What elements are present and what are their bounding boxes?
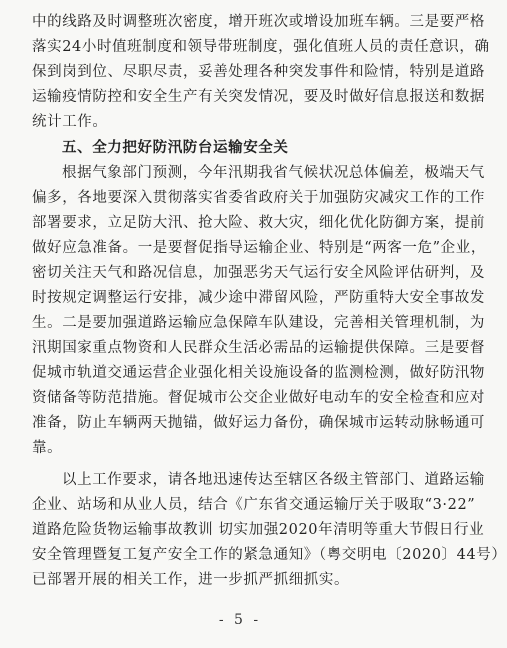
paragraph-spacer bbox=[32, 461, 448, 468]
text-line: 统计工作。 bbox=[32, 114, 108, 130]
text-line: 促城市轨道交通运营企业强化相关设施设备的监测检测，做好防汛物 bbox=[32, 365, 485, 381]
text-line: 根据气象部门预测，今年汛期我省气候状况总体偏差，极端天气 bbox=[62, 165, 485, 181]
text-line: 准备，防止车辆两天抛锚，做好运力备份，确保城市运转动脉畅通可 bbox=[32, 415, 485, 431]
text-line: 企业、站场和从业人员，结合《广东省交通运输厅关于吸取“3·22” bbox=[32, 497, 476, 513]
paragraph-flood-prevention bbox=[32, 161, 486, 461]
section-heading: 五、全力把好防汛防台运输安全关 bbox=[62, 140, 289, 156]
text-line: 安全管理暨复工复产安全工作的紧急通知》（粤交明电〔2020〕44号） bbox=[32, 547, 507, 563]
text-line: 运输疫情防控和安全生产有关突发情况，要及时做好信息报送和数据 bbox=[32, 89, 485, 105]
text-line: 偏多，各地要深入贯彻落实省委省政府关于加强防灾减灾工作的工作 bbox=[32, 190, 485, 206]
document-body bbox=[32, 10, 507, 593]
text-line: 以上工作要求，请各地迅速传达至辖区各级主管部门、道路运输 bbox=[62, 472, 485, 488]
text-line: 生。二是要加强道路运输应急保障车队建设，完善相关管理机制，为 bbox=[32, 315, 485, 331]
text-line: 落实24小时值班制度和领导带班制度，强化值班人员的责任意识，确 bbox=[32, 39, 490, 55]
paragraph-continued bbox=[32, 10, 490, 135]
text-line: 汛期国家重点物资和人民群众生活必需品的运输提供保障。三是要督 bbox=[32, 340, 485, 356]
text-line: 资储备等防范措施。督促城市公交企业做好电动车的安全检查和应对 bbox=[32, 390, 485, 406]
text-line: 已部署开展的相关工作，进一步抓严抓细抓实。 bbox=[32, 572, 350, 588]
text-line: 靠。 bbox=[32, 440, 63, 456]
page-number: - 5 - bbox=[218, 612, 262, 628]
text-line: 做好应急准备。一是要督促指导运输企业、特别是“两客一危”企业， bbox=[32, 240, 486, 256]
text-line: 密切关注天气和路况信息，加强恶劣天气运行安全风险评估研判，及 bbox=[32, 265, 485, 281]
text-line: 时按规定调整运行安排，减少途中滞留风险，严防重特大安全事故发 bbox=[32, 290, 485, 306]
paragraph-closing bbox=[32, 468, 507, 593]
text-line: 部署要求，立足防大汛、抢大险、救大灾，细化优化防御方案，提前 bbox=[32, 215, 485, 231]
text-line: 中的线路及时调整班次密度，增开班次或增设加班车辆。三是要严格 bbox=[32, 14, 485, 30]
text-line: 保到岗到位、尽职尽责，妥善处理各种突发事件和险情，特别是道路 bbox=[32, 64, 485, 80]
text-line: 道路危险货物运输事故教训 切实加强2020年清明等重大节假日行业 bbox=[32, 522, 485, 538]
